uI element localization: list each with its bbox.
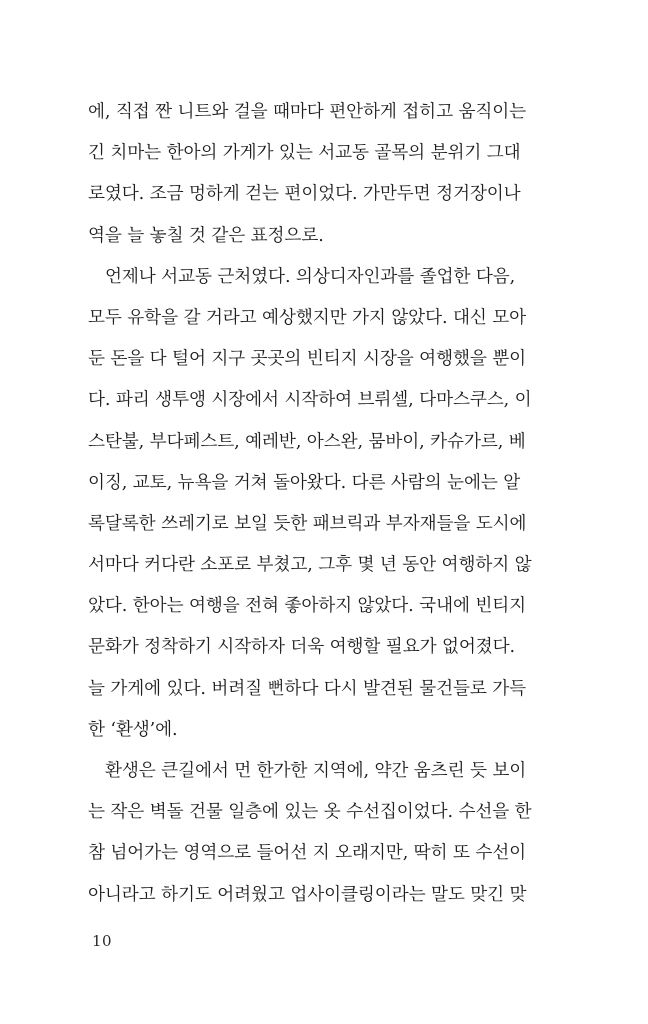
paragraph-first-line: 언제나 서교동 근처였다. 의상디자인과를 졸업한 다음,: [105, 266, 516, 287]
text-line: 아니라고 하기도 어려웠고 업사이클링이라는 말도 맞긴 맞: [88, 884, 527, 905]
text-line: 한 ‘환생’에.: [88, 719, 178, 740]
text-line: 았다. 한아는 여행을 전혀 좋아하지 않았다. 국내에 빈티지: [88, 596, 527, 617]
body-text: [88, 92, 558, 916]
text-line: 모두 유학을 갈 거라고 예상했지만 가지 않았다. 대신 모아: [88, 307, 527, 328]
text-line: 둔 돈을 다 털어 지구 곳곳의 빈티지 시장을 여행했을 뿐이: [88, 349, 527, 370]
text-line: 서마다 커다란 소포로 부쳤고, 그후 몇 년 동안 여행하지 않: [88, 555, 532, 576]
text-line: 스탄불, 부다페스트, 예레반, 아스완, 뭄바이, 카슈가르, 베: [88, 431, 526, 452]
text-line: 참 넘어가는 영역으로 들어선 지 오래지만, 딱히 또 수선이: [88, 843, 527, 864]
text-line: 늘 가게에 있다. 버려질 뻔하다 다시 발견된 물건들로 가득: [88, 678, 527, 699]
text-line: 문화가 정착하기 시작하자 더욱 여행할 필요가 없어졌다.: [88, 637, 516, 658]
paragraph-first-line: 환생은 큰길에서 먼 한가한 지역에, 약간 움츠린 듯 보이: [105, 761, 527, 781]
text-line: 로였다. 조금 멍하게 걷는 편이었다. 가만두면 정거장이나: [88, 184, 521, 205]
text-line: 다. 파리 생투앵 시장에서 시작하여 브뤼셀, 다마스쿠스, 이: [88, 390, 532, 411]
text-line: 역을 늘 놓칠 것 같은 표정으로.: [88, 225, 324, 246]
text-line: 는 작은 벽돌 건물 일층에 있는 옷 수선집이었다. 수선을 한: [88, 802, 532, 823]
page-number: 10: [92, 932, 113, 950]
text-line: 에, 직접 짠 니트와 걸을 때마다 편안하게 접히고 움직이는: [88, 102, 527, 122]
text-line: 록달록한 쓰레기로 보일 듯한 패브릭과 부자재들을 도시에: [88, 513, 527, 534]
text-line: 긴 치마는 한아의 가게가 있는 서교동 골목의 분위기 그대: [88, 143, 521, 164]
text-line: 이징, 교토, 뉴욕을 거쳐 돌아왔다. 다른 사람의 눈에는 알: [88, 472, 521, 493]
